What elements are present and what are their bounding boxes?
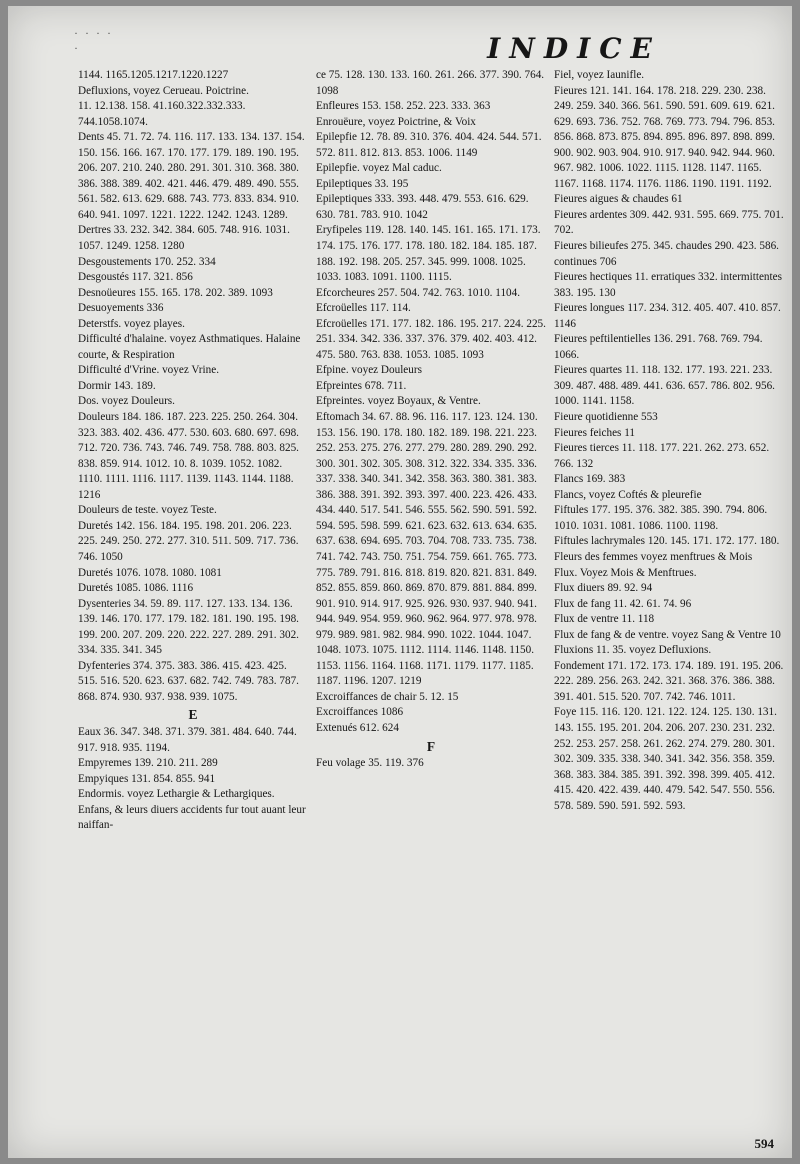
index-entry: Dertres 33. 232. 342. 384. 605. 748. 916. 1031. 1057. 1249. 1258. 1280 [78,224,290,253]
index-entry: Duretés 1085. 1086. 1116 [78,582,194,595]
index-column-2 [316,68,546,1128]
index-entry: Fieures 121. 141. 164. 178. 218. 229. 230. 238. 249. 259. 340. 366. 561. 590. 591. 609. 619. 621. 629. 693. 736. 752. 768. 769. 773. 794. 796. 853. 856. 868. 873. 875. 894. 895. 896. 897. 898. 899. 900. 902. 903. 904. 910. 917. 940. 942. 944. 960. 967. 982. 1006. 1022. 1115. 1128. 1147. 1165. 1167. 1168. 1174. 1176. 1186. 1190. 1191. 1192. [554,84,775,190]
index-entry: Epileptiques 33. 195 [316,177,409,190]
index-entry: Excroiffances de chair 5. 12. 15 [316,690,459,703]
index-entry: Fieures bilieufes 275. 345. chaudes 290. 423. 586. continues 706 [554,240,779,268]
index-entry: Fondement 171. 172. 173. 174. 189. 191. 195. 206. 222. 289. 256. 263. 242. 321. 368. 376. 386. 388. 391. 401. 515. 520. 707. 742. 746. 1011. [554,659,784,703]
index-entry: Enfleures 153. 158. 252. 223. 333. 363 [316,100,491,113]
index-entry: Fieures ardentes 309. 442. 931. 595. 669. 775. 701. 702. [554,208,784,237]
index-entry: Difficulté d'Vrine. voyez Vrine. [78,364,219,377]
index-entry: Epileptiques 333. 393. 448. 479. 553. 616. 629. 630. 781. 783. 910. 1042 [316,193,529,221]
section-letter: F [426,738,436,754]
index-entry: 1144. 1165.1205.1217.1220.1227 [78,69,229,81]
index-entry: Duretés 142. 156. 184. 195. 198. 201. 206. 223. 225. 249. 250. 272. 277. 310. 511. 509. 717. 736. 746. 1050 [78,519,299,563]
index-entry: Efpreintes. voyez Boyaux, & Ventre. [316,395,481,408]
index-entry: ce 75. 128. 130. 133. 160. 261. 266. 377. 390. 764. 1098 [316,69,545,97]
index-entry: Foye 115. 116. 120. 121. 122. 124. 125. 130. 131. 143. 155. 195. 201. 204. 206. 207. 230. 231. 232. 252. 253. 257. 258. 261. 262. 274. 279. 280. 301. 302. 309. 335. 338. 340. 341. 342. 356. 358. 359. 368. 383. 384. 385. 391. 392. 398. 399. 405. 412. 415. 420. 422. 439. 440. 479. 542. 547. 550. 556. 578. 589. 590. 591. 592. 593. [554,706,777,812]
index-entry: Fleurs des femmes voyez menftrues & Mois [554,550,753,563]
running-head: INDICE [487,32,661,65]
index-entry: Desnoüeures 155. 165. 178. 202. 389. 1093 [78,286,273,299]
index-entry: Efpine. voyez Douleurs [316,364,422,377]
index-entry: Efcorcheures 257. 504. 742. 763. 1010. 1104. [316,286,521,299]
index-entry: Fieures peftilentielles 136. 291. 768. 769. 794. 1066. [554,333,763,361]
index-entry: Douleurs de teste. voyez Teste. [78,504,217,517]
index-entry: Enfans, & leurs diuers accidents fur tout auant leur naiffan- [78,803,306,832]
index-entry: Efcroüelles 171. 177. 182. 186. 195. 217. 224. 225. 251. 334. 342. 336. 337. 376. 379. 402. 403. 412. 475. 580. 763. 838. 1053. 1085. 1093 [316,317,546,361]
index-entry: Fieures hectiques 11. erratiques 332. intermittentes 383. 195. 130 [554,271,782,299]
index-entry: Empyiques 131. 854. 855. 941 [78,772,216,785]
index-entry: Douleurs 184. 186. 187. 223. 225. 250. 264. 304. 323. 383. 402. 436. 477. 530. 603. 680. 697. 698. 712. 720. 736. 743. 746. 749. 758. 788. 803. 825. 838. 859. 914. 1012. 10. 8. 1039. 1052. 1082. 1110. 1111. 1116. 1117. 1139. 1143. 1144. 1188. 1216 [78,411,299,501]
index-entry: Enrouëure, voyez Poictrine, & Voix [316,115,476,128]
index-entry: Epilepfie 12. 78. 89. 310. 376. 404. 424. 544. 571. 572. 811. 812. 813. 853. 1006. 1149 [316,131,542,159]
index-column-1 [78,68,308,1128]
index-entry: Fieures feiches 11 [554,426,635,439]
index-entry: Flux de ventre 11. 118 [554,613,655,626]
index-entry: Fieure quotidienne 553 [554,411,658,424]
index-entry: Feu volage 35. 119. 376 [316,757,424,770]
index-entry: Fiftules lachrymales 120. 145. 171. 172. 177. 180. [554,535,780,548]
index-entry: Eryfipeles 119. 128. 140. 145. 161. 165. 171. 173. 174. 175. 176. 177. 178. 180. 182. 184. 185. 187. 188. 192. 198. 205. 257. 345. 999. 1008. 1025. 1033. 1083. 1091. 1100. 1115. [316,224,541,284]
index-entry: Flancs, voyez Coftés & pleurefie [554,488,702,501]
index-entry: Dents 45. 71. 72. 74. 116. 117. 133. 134. 137. 154. 150. 156. 166. 167. 170. 177. 179. 189. 190. 195. 206. 207. 210. 240. 280. 291. 301. 310. 368. 380. 386. 388. 389. 402. 421. 446. 479. 489. 490. 555. 561. 582. 613. 629. 688. 743. 773. 833. 834. 910. 640. 941. 1097. 1221. 1222. 1242. 1243. 1289. [78,131,305,221]
index-columns [78,68,784,1128]
index-entry: Fieures aigues & chaudes 61 [554,193,683,206]
index-entry: Eaux 36. 347. 348. 371. 379. 381. 484. 640. 744. 917. 918. 935. 1194. [78,725,297,754]
index-entry: Excroiffances 1086 [316,706,404,719]
index-entry: Fiftules 177. 195. 376. 382. 385. 390. 794. 806. 1010. 1031. 1081. 1086. 1100. 1198. [554,504,768,532]
index-entry: Deterstfs. voyez playes. [78,317,185,330]
index-entry: Desuoyements 336 [78,302,164,315]
index-entry: Defluxions, voyez Cerueau. Poictrine. [78,84,249,97]
index-entry: Dyfenteries 374. 375. 383. 386. 415. 423. 425. 515. 516. 520. 623. 637. 682. 742. 749. 783. 787. 868. 874. 930. 937. 938. 939. 1075. [78,659,299,703]
index-entry: Flux. Voyez Mois & Menftrues. [554,566,697,579]
index-entry: Fieures quartes 11. 118. 132. 177. 193. 221. 233. 309. 487. 488. 489. 441. 636. 657. 786. 802. 956. 1000. 1141. 1158. [554,364,775,408]
page-signature: 594 [754,1136,774,1151]
index-entry: Duretés 1076. 1078. 1080. 1081 [78,566,222,579]
index-entry: Endormis. voyez Lethargie & Lethargiques. [78,788,275,801]
index-entry: Dos. voyez Douleurs. [78,395,175,408]
index-entry: Desgoustés 117. 321. 856 [78,271,193,284]
index-entry: Fiel, voyez Iaunifle. [554,69,645,81]
index-entry: Eftomach 34. 67. 88. 96. 116. 117. 123. 124. 130. 153. 156. 190. 178. 180. 182. 189. 198. 221. 223. 252. 253. 275. 276. 277. 279. 280. 289. 290. 292. 300. 301. 302. 305. 308. 312. 322. 334. 335. 336. 337. 338. 340. 341. 342. 358. 363. 380. 381. 383. 386. 388. 391. 392. 393. 397. 400. 223. 426. 433. 434. 440. 517. 541. 546. 555. 562. 590. 591. 592. 594. 595. 598. 599. 621. 623. 632. 613. 634. 635. 637. 638. 694. 695. 703. 704. 708. 733. 735. 738. 741. 742. 743. 750. 751. 754. 759. 661. 765. 773. 775. 789. 791. 816. 818. 819. 820. 821. 831. 849. 852. 855. 859. 860. 869. 870. 879. 881. 884. 899. 901. 910. 914. 917. 925. 926. 930. 937. 940. 941. 944. 949. 954. 959. 960. 962. 964. 977. 978. 978. 979. 989. 981. 982. 984. 990. 1022. 1044. 1047. 1048. 1073. 1075. 1112. 1114. 1146. 1148. 1150. 1153. 1156. 1164. 1168. 1171. 1179. 1177. 1185. 1187. 1196. 1207. 1219 [316,411,538,688]
index-entry: Extenués 612. 624 [316,721,399,734]
index-entry: Dormir 143. 189. [78,379,156,392]
index-entry: Flancs 169. 383 [554,473,626,486]
page-marks: · · · · · [74,26,113,55]
index-entry: Fieures tierces 11. 118. 177. 221. 262. 273. 652. 766. 132 [554,442,770,470]
index-entry: 11. 12.138. 158. 41.160.322.332.333. 744.1058.1074. [78,100,246,128]
index-entry: Flux de fang 11. 42. 61. 74. 96 [554,597,692,610]
index-entry: Dysenteries 34. 59. 89. 117. 127. 133. 134. 136. 139. 146. 170. 177. 179. 182. 181. 190. 195. 198. 199. 200. 207. 209. 220. 222. 227. 289. 291. 302. 334. 335. 341. 345 [78,597,299,657]
index-entry: Epilepfie. voyez Mal caduc. [316,162,442,175]
index-entry: Empyremes 139. 210. 211. 289 [78,757,218,770]
index-entry: Desgoustements 170. 252. 334 [78,255,216,268]
book-page [8,6,792,1158]
index-entry: Fluxions 11. 35. voyez Defluxions. [554,644,712,657]
index-entry: Fieures longues 117. 234. 312. 405. 407. 410. 857. 1146 [554,302,781,330]
index-entry: Efcroüelles 117. 114. [316,302,411,315]
index-entry: Flux de fang & de ventre. voyez Sang & Ventre 10 [554,628,781,641]
index-entry: Efpreintes 678. 711. [316,379,407,392]
index-column-3 [554,68,784,1128]
index-entry: Flux diuers 89. 92. 94 [554,582,653,595]
section-letter: E [188,707,198,723]
index-entry: Difficulté d'halaine. voyez Asthmatiques. Halaine courte, & Respiration [78,333,301,361]
